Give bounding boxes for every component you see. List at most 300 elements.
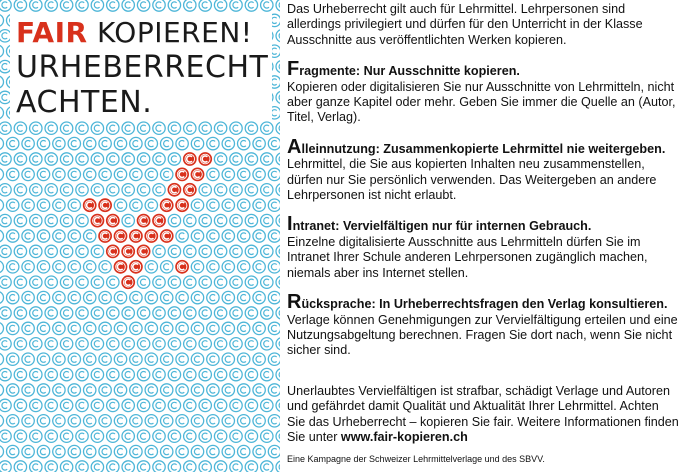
copyright-icon: [60, 184, 72, 196]
copyright-icon: [214, 276, 226, 288]
headline-line-1-rest: KOPIEREN!: [96, 16, 253, 49]
copyright-icon: [22, 199, 34, 211]
copyright-icon: [268, 415, 280, 427]
copyright-icon: [107, 0, 119, 11]
copyright-icon: [222, 291, 234, 303]
copyright-icon: [122, 245, 134, 257]
copyright-icon: [168, 122, 180, 134]
copyright-icon: [130, 261, 142, 273]
copyright-icon: [7, 384, 19, 396]
copyright-icon: [22, 445, 34, 457]
copyright-icon: [153, 276, 165, 288]
copyright-icon: [60, 245, 72, 257]
copyright-icon: [84, 384, 96, 396]
section-intranet: [287, 213, 679, 281]
copyright-icon: [14, 0, 26, 11]
copyright-icon: [0, 307, 11, 319]
copyright-icon: [253, 168, 265, 180]
copyright-icon: [214, 368, 226, 380]
copyright-icon: [145, 415, 157, 427]
copyright-icon: [37, 168, 49, 180]
copyright-icon: [0, 445, 4, 457]
copyright-icon: [45, 0, 57, 11]
copyright-icon: [30, 430, 42, 442]
copyright-icon: [230, 214, 242, 226]
copyright-icon: [168, 430, 180, 442]
copyright-icon: [145, 291, 157, 303]
copyright-icon: [268, 199, 280, 211]
copyright-icon: [76, 153, 88, 165]
copyright-icon: [153, 430, 165, 442]
copyright-icon: [222, 199, 234, 211]
copyright-icon: [30, 122, 42, 134]
copyright-icon: [261, 399, 273, 411]
copyright-icon: [253, 353, 265, 365]
copyright-icon: [276, 184, 280, 196]
copyright-icon: [37, 137, 49, 149]
copyright-icon: [114, 353, 126, 365]
copyright-icon: [153, 307, 165, 319]
copyright-icon: [230, 368, 242, 380]
copyright-icon: [168, 276, 180, 288]
copyright-icon: [168, 307, 180, 319]
copyright-icon: [199, 307, 211, 319]
copyright-icon: [222, 322, 234, 334]
copyright-icon: [191, 230, 203, 242]
copyright-icon: [45, 338, 57, 350]
copyright-icon: [184, 276, 196, 288]
text-column: [287, 2, 679, 359]
copyright-icon: [76, 399, 88, 411]
copyright-icon: [76, 368, 88, 380]
copyright-icon: [0, 261, 4, 273]
copyright-icon: [130, 230, 142, 242]
copyright-icon: [0, 107, 4, 119]
copyright-icon: [137, 122, 149, 134]
copyright-icon: [245, 184, 257, 196]
copyright-icon: [161, 445, 173, 457]
headline-accent: FAIR: [16, 16, 88, 49]
copyright-icon: [191, 322, 203, 334]
copyright-icon: [45, 276, 57, 288]
copyright-icon: [0, 384, 4, 396]
copyright-icon: [68, 199, 80, 211]
closing-text: Unerlaubtes Vervielfältigen ist strafbar, schädigt Verlage und Autoren und gefährdet damit Qualität und Aktualität Ihrer Lehrmittel. Achten Sie das Urheberrecht – kopieren Sie fair. Weitere Informationen finden Sie unter: [287, 384, 679, 445]
copyright-icon: [22, 137, 34, 149]
copyright-icon: [14, 184, 26, 196]
copyright-icon: [68, 137, 80, 149]
copyright-icon: [261, 368, 273, 380]
copyright-icon: [99, 353, 111, 365]
copyright-icon: [122, 338, 134, 350]
copyright-icon: [68, 291, 80, 303]
copyright-icon: [137, 0, 149, 11]
copyright-icon: [199, 276, 211, 288]
copyright-icon: [22, 261, 34, 273]
copyright-icon: [137, 153, 149, 165]
copyright-icon: [107, 245, 119, 257]
copyright-icon: [276, 430, 280, 442]
copyright-icon: [261, 122, 273, 134]
section-body: Lehrmittel, die Sie aus kopierten Inhalten neu zusammenstellen, dürfen nur Sie persönlich verwenden. Das Weitergeben an andere Lehrpersonen ist nicht erlaubt.: [287, 157, 657, 203]
copyright-icon: [268, 230, 280, 242]
copyright-icon: [199, 461, 211, 472]
copyright-icon: [22, 353, 34, 365]
copyright-icon: [84, 137, 96, 149]
copyright-icon: [199, 122, 211, 134]
copyright-icon: [30, 461, 42, 472]
copyright-icon: [276, 399, 280, 411]
copyright-icon: [99, 415, 111, 427]
copyright-icon: [153, 338, 165, 350]
copyright-icon: [76, 307, 88, 319]
copyright-icon: [230, 122, 242, 134]
copyright-icon: [161, 291, 173, 303]
copyright-icon: [130, 415, 142, 427]
website-link[interactable]: www.fair-kopieren.ch: [340, 430, 468, 445]
copyright-icon: [99, 168, 111, 180]
copyright-icon: [261, 153, 273, 165]
copyright-icon: [268, 168, 280, 180]
copyright-icon: [7, 415, 19, 427]
copyright-icon: [214, 0, 226, 11]
copyright-icon: [168, 214, 180, 226]
copyright-icon: [84, 261, 96, 273]
copyright-icon: [37, 353, 49, 365]
copyright-icon: [245, 245, 257, 257]
copyright-icon: [53, 384, 65, 396]
copyright-icon: [53, 199, 65, 211]
copyright-icon: [22, 415, 34, 427]
copyright-icon: [161, 384, 173, 396]
copyright-icon: [161, 137, 173, 149]
copyright-icon: [76, 184, 88, 196]
copyright-icon: [199, 184, 211, 196]
section-initial: A: [287, 135, 302, 158]
copyright-icon: [107, 368, 119, 380]
copyright-icon: [30, 338, 42, 350]
copyright-icon: [37, 199, 49, 211]
copyright-icon: [176, 445, 188, 457]
copyright-icon: [214, 461, 226, 472]
copyright-icon: [107, 338, 119, 350]
headline-line-1: [16, 16, 253, 49]
copyright-icon: [99, 322, 111, 334]
copyright-icon: [60, 368, 72, 380]
copyright-icon: [161, 415, 173, 427]
copyright-icon: [30, 0, 42, 11]
copyright-icon: [0, 214, 11, 226]
copyright-icon: [130, 168, 142, 180]
copyright-icon: [60, 276, 72, 288]
copyright-icon: [276, 30, 280, 42]
copyright-icon: [184, 245, 196, 257]
copyright-icon: [37, 230, 49, 242]
copyright-icon: [276, 0, 280, 11]
copyright-icon: [214, 430, 226, 442]
copyright-icon: [137, 368, 149, 380]
copyright-icon: [7, 322, 19, 334]
copyright-icon: [122, 214, 134, 226]
copyright-icon: [214, 245, 226, 257]
copyright-icon: [45, 122, 57, 134]
copyright-icon: [130, 384, 142, 396]
copyright-icon: [222, 137, 234, 149]
copyright-icon: [153, 122, 165, 134]
copyright-icon: [84, 199, 96, 211]
copyright-icon: [168, 153, 180, 165]
copyright-icon: [245, 276, 257, 288]
copyright-icon: [191, 137, 203, 149]
copyright-icon: [184, 184, 196, 196]
copyright-icon: [114, 415, 126, 427]
copyright-icon: [84, 168, 96, 180]
copyright-icon: [230, 276, 242, 288]
copyright-icon: [30, 245, 42, 257]
copyright-icon: [68, 168, 80, 180]
copyright-icon: [7, 353, 19, 365]
copyright-icon: [168, 368, 180, 380]
copyright-icon: [0, 322, 4, 334]
copyright-icon: [99, 261, 111, 273]
copyright-icon: [207, 230, 219, 242]
copyright-icon: [14, 399, 26, 411]
copyright-icon: [37, 291, 49, 303]
copyright-icon: [137, 214, 149, 226]
copyright-icon: [114, 199, 126, 211]
copyright-icon: [214, 214, 226, 226]
copyright-icon: [37, 261, 49, 273]
copyright-icon: [253, 291, 265, 303]
copyright-icon: [153, 245, 165, 257]
copyright-icon: [207, 261, 219, 273]
copyright-icon: [130, 199, 142, 211]
copyright-icon: [99, 445, 111, 457]
copyright-icon: [99, 230, 111, 242]
copyright-icon: [60, 0, 72, 11]
copyright-icon: [14, 338, 26, 350]
copyright-icon: [37, 384, 49, 396]
copyright-icon: [261, 430, 273, 442]
copyright-icon: [207, 199, 219, 211]
copyright-icon: [230, 245, 242, 257]
copyright-icon: [191, 199, 203, 211]
copyright-icon: [22, 384, 34, 396]
copyright-icon: [207, 353, 219, 365]
copyright-icon: [0, 153, 11, 165]
copyright-icon: [245, 0, 257, 11]
copyright-icon: [207, 384, 219, 396]
copyright-icon: [0, 76, 4, 88]
copyright-icon: [122, 430, 134, 442]
copyright-icon: [7, 168, 19, 180]
copyright-icon: [0, 338, 11, 350]
copyright-icon: [230, 399, 242, 411]
copyright-icon: [45, 307, 57, 319]
copyright-icon: [14, 245, 26, 257]
copyright-icon: [7, 445, 19, 457]
copyright-icon: [84, 322, 96, 334]
copyright-icon: [114, 322, 126, 334]
copyright-icon: [153, 399, 165, 411]
section-body: Verlage können Genehmigungen zur Vervielfältigung erteilen und eine Nutzungsabgeltung berechnen. Fragen Sie dort nach, wenn Sie nicht sicher sind.: [287, 312, 678, 358]
copyright-icon: [168, 399, 180, 411]
copyright-icon: [60, 461, 72, 472]
copyright-icon: [76, 122, 88, 134]
copyright-icon: [268, 322, 280, 334]
copyright-icon: [91, 245, 103, 257]
closing-paragraph: [287, 384, 679, 446]
copyright-icon: [199, 399, 211, 411]
copyright-icon: [60, 430, 72, 442]
copyright-icon: [99, 199, 111, 211]
copyright-icon: [207, 137, 219, 149]
copyright-icon: [30, 368, 42, 380]
copyright-icon: [176, 291, 188, 303]
copyright-icon: [253, 199, 265, 211]
copyright-icon: [30, 184, 42, 196]
copyright-icon: [0, 245, 11, 257]
copyright-icon: [0, 368, 11, 380]
copyright-icon: [184, 214, 196, 226]
copyright-icon: [22, 168, 34, 180]
copyright-icon: [168, 338, 180, 350]
copyright-icon: [137, 461, 149, 472]
copyright-icon: [161, 261, 173, 273]
copyright-icon: [238, 137, 250, 149]
copyright-icon: [276, 122, 280, 134]
copyright-icon: [91, 430, 103, 442]
copyright-icon: [68, 230, 80, 242]
copyright-icon: [0, 399, 11, 411]
intro-paragraph: Das Urheberrecht gilt auch für Lehrmittel. Lehrpersonen sind allerdings privilegiert und dürfen für den Unterricht in der Klasse Ausschnitte aus veröffentlichten Werken kopieren.: [287, 2, 643, 47]
copyright-icon: [276, 276, 280, 288]
copyright-icon: [145, 230, 157, 242]
copyright-icon: [53, 168, 65, 180]
copyright-icon: [114, 291, 126, 303]
copyright-icon: [137, 307, 149, 319]
copyright-icon: [14, 214, 26, 226]
copyright-icon: [230, 0, 242, 11]
copyright-icon: [261, 184, 273, 196]
copyright-icon: [68, 384, 80, 396]
copyright-icon: [76, 430, 88, 442]
copyright-icon: [222, 415, 234, 427]
copyright-icon: [199, 153, 211, 165]
copyright-icon: [30, 153, 42, 165]
copyright-icon: [76, 461, 88, 472]
copyright-icon: [137, 276, 149, 288]
copyright-icon: [91, 276, 103, 288]
copyright-icon: [91, 0, 103, 11]
copyright-icon: [276, 214, 280, 226]
copyright-icon: [238, 445, 250, 457]
copyright-icon: [0, 184, 11, 196]
copyright-icon: [130, 322, 142, 334]
copyright-icon: [60, 214, 72, 226]
copyright-icon: [199, 0, 211, 11]
section-body: Kopieren oder digitalisieren Sie nur Ausschnitte von Lehrmitteln, nicht aber ganze Kapitel oder mehr. Geben Sie immer die Quelle an (Autor, Titel, Verlag).: [287, 79, 676, 125]
copyright-icon: [145, 445, 157, 457]
copyright-icon: [0, 137, 4, 149]
section-title: [287, 58, 679, 81]
copyright-icon: [161, 353, 173, 365]
copyright-icon: [45, 399, 57, 411]
section-title: [287, 213, 679, 236]
copyright-icon: [184, 122, 196, 134]
copyright-icon: [168, 461, 180, 472]
copyright-icon: [207, 322, 219, 334]
copyright-icon: [184, 0, 196, 11]
copyright-icon: [199, 430, 211, 442]
copyright-icon: [276, 153, 280, 165]
copyright-icon: [91, 307, 103, 319]
copyright-icon: [168, 0, 180, 11]
copyright-icon: [230, 307, 242, 319]
section-initial: I: [287, 213, 293, 236]
copyright-icon: [45, 153, 57, 165]
copyright-icon: [191, 168, 203, 180]
copyright-icon: [60, 307, 72, 319]
copyright-icon: [60, 122, 72, 134]
copyright-icon: [0, 122, 11, 134]
copyright-icon: [76, 276, 88, 288]
copyright-icon: [114, 230, 126, 242]
copyright-icon: [168, 184, 180, 196]
copyright-icon: [60, 153, 72, 165]
copyright-icon: [0, 14, 4, 26]
copyright-icon: [253, 384, 265, 396]
copyright-icon: [245, 307, 257, 319]
copyright-icon: [207, 291, 219, 303]
copyright-icon: [199, 214, 211, 226]
copyright-icon: [222, 168, 234, 180]
copyright-icon: [107, 307, 119, 319]
copyright-icon: [22, 291, 34, 303]
copyright-icon: [68, 261, 80, 273]
copyright-icon: [107, 461, 119, 472]
copyright-icon: [253, 445, 265, 457]
copyright-icon: [91, 338, 103, 350]
copyright-icon: [191, 353, 203, 365]
copyright-icon: [153, 0, 165, 11]
copyright-icon: [91, 461, 103, 472]
copyright-icon: [107, 399, 119, 411]
copyright-icon: [68, 353, 80, 365]
copyright-icon: [53, 137, 65, 149]
copyright-icon: [191, 415, 203, 427]
copyright-icon: [60, 338, 72, 350]
copyright-icon: [245, 399, 257, 411]
copyright-icon: [184, 399, 196, 411]
section-heading: ragmente: Nur Ausschnitte kopieren.: [299, 64, 520, 79]
copyright-icon: [230, 153, 242, 165]
copyright-icon: [145, 353, 157, 365]
section-body: Einzelne digitalisierte Ausschnitte aus Lehrmitteln dürfen Sie im Intranet Ihrer Schule anderen Lehrpersonen zugänglich machen, niemals aber ins Internet stellen.: [287, 234, 648, 280]
copyright-icon: [245, 214, 257, 226]
copyright-icon: [14, 368, 26, 380]
copyright-icon: [0, 353, 4, 365]
copyright-icon: [68, 322, 80, 334]
copyright-icon: [161, 230, 173, 242]
copyright-icon: [245, 338, 257, 350]
copyright-icon: [145, 168, 157, 180]
copyright-icon: [30, 214, 42, 226]
copyright-icon: [230, 338, 242, 350]
copyright-icon: [0, 415, 4, 427]
copyright-icon: [191, 261, 203, 273]
copyright-icon: [37, 415, 49, 427]
